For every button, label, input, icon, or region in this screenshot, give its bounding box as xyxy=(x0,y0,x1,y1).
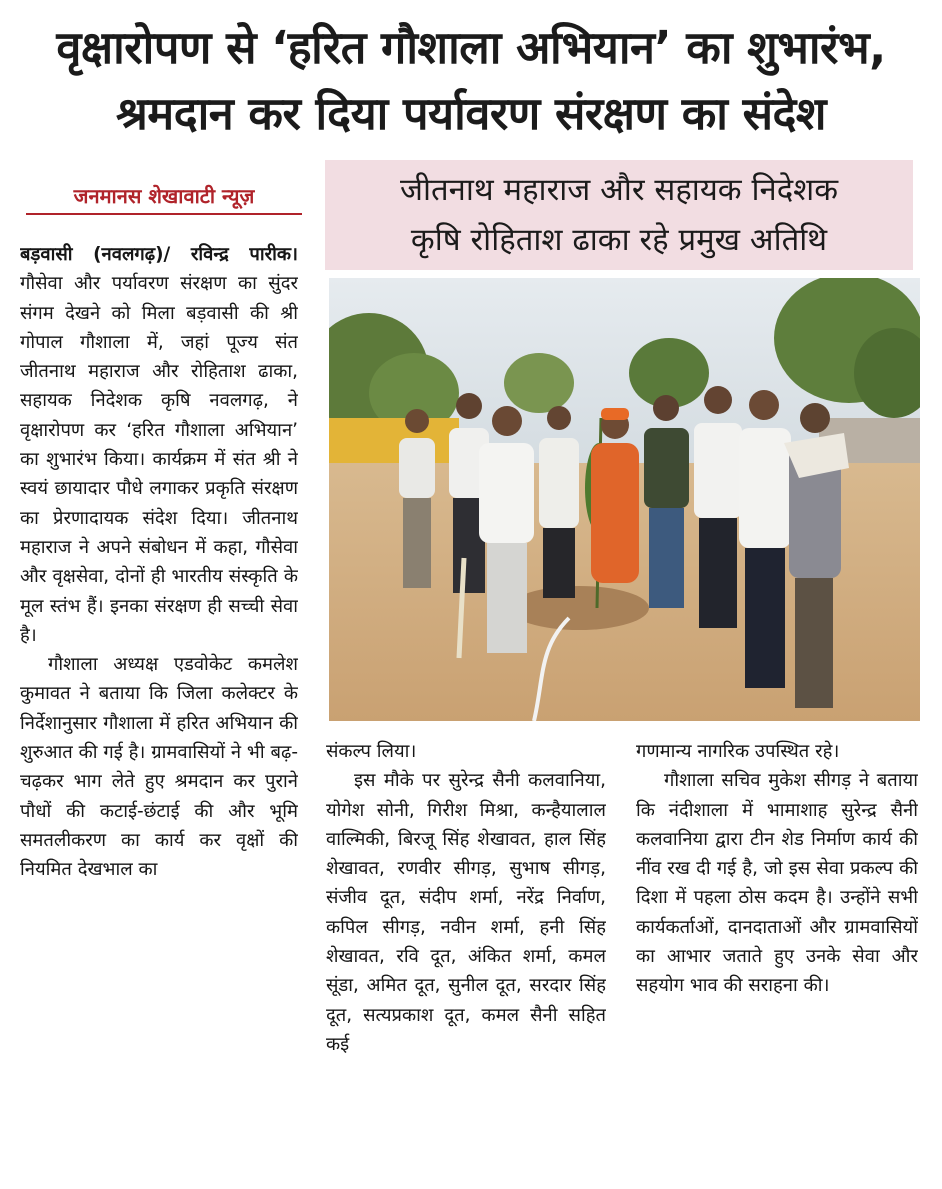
article-column-3 xyxy=(636,737,918,1177)
paragraph: इस मौके पर सुरेन्द्र सैनी कलवानिया, योगेश सोनी, गिरीश मिश्रा, कन्हैयालाल वाल्मिकी, बिरजू सिंह शेखावत, हाल सिंह शेखावत, रणवीर सीगड़, सुभाष सीगड़, संजीव दूत, संदीप शर्मा, नरेंद्र निर्वाण, कपिल सीगड़, नवीन शर्मा, हनी सिंह शेखावत, रवि दूत, अंकित शर्मा, कमल सूंडा, अमित दूत, सुनील दूत, सरदार सिंह दूत, सत्यप्रकाश दूत, कमल सैनी सहित कई xyxy=(326,770,606,1055)
headline-line-1: वृक्षारोपण से ‘हरित गौशाला अभियान’ का शुभारंभ, xyxy=(56,21,886,74)
paragraph: गौशाला अध्यक्ष एडवोकेट कमलेश कुमावत ने बताया कि जिला कलेक्टर के निर्देशानुसार गौशाला में हरित अभियान की शुरुआत की गई है। ग्रामवासियों ने भी बढ़-चढ़कर भाग लेते हुए श्रमदान कर पुराने पौधों की कटाई-छंटाई की और भूमि समतलीकरण का कार्य कर वृक्षों की नियमित देखभाल का xyxy=(20,654,298,881)
headline-line-2: श्रमदान कर दिया पर्यावरण संरक्षण का संदेश xyxy=(115,87,827,140)
paragraph xyxy=(20,240,298,650)
paragraph: गणमान्य नागरिक उपस्थित रहे। xyxy=(636,741,840,762)
paragraph: गौशाला सचिव मुकेश सीगड़ ने बताया कि नंदीशाला में भामाशाह सुरेन्द्र सैनी कलवानिया द्वारा टीन शेड निर्माण कार्य की नींव रख दी गई है, जो इस सेवा प्रकल्प की दिशा में पहला ठोस कदम है। उन्होंने सभी कार्यकर्ताओं, दानदाताओं और ग्रामवासियों का आभार जताते हुए उनके सेवा और सहयोग भाव की सराहना की। xyxy=(636,770,918,997)
article-column-1 xyxy=(20,240,298,1180)
subheadline-line-2: कृषि रोहिताश ढाका रहे प्रमुख अतिथि xyxy=(410,222,828,258)
paragraph: संकल्प लिया। xyxy=(326,741,417,762)
news-source-label: जनमानस शेखावाटी न्यूज़ xyxy=(26,182,302,215)
dateline: बड़वासी (नवलगढ़)/ रविन्द्र पारीक। xyxy=(20,244,298,265)
event-photo xyxy=(329,278,920,721)
subheadline-box xyxy=(325,160,913,270)
article-column-2 xyxy=(326,737,606,1177)
paragraph-text: गौसेवा और पर्यावरण संरक्षण का सुंदर संगम देखने को मिला बड़वासी की श्री गोपाल गौशाला में, जहां पूज्य संत जीतनाथ महाराज और रोहिताश ढाका, सहायक निदेशक कृषि नवलगढ़, ने वृक्षारोपण कर ‘हरित गौशाला अभियान’ का शुभारंभ किया। कार्यक्रम में संत श्री ने स्वयं छायादार पौधे लगाकर प्रकृति संरक्षण का प्रेरणादायक संदेश दिया। जीतनाथ महाराज ने अपने संबोधन में कहा, गौसेवा और वृक्षसेवा, दोनों ही भारतीय संस्कृति के मूल स्तंभ हैं। इनका संरक्षण ही सच्ची सेवा है। xyxy=(20,273,298,646)
subheadline-line-1: जीतनाथ महाराज और सहायक निदेशक xyxy=(399,172,839,208)
